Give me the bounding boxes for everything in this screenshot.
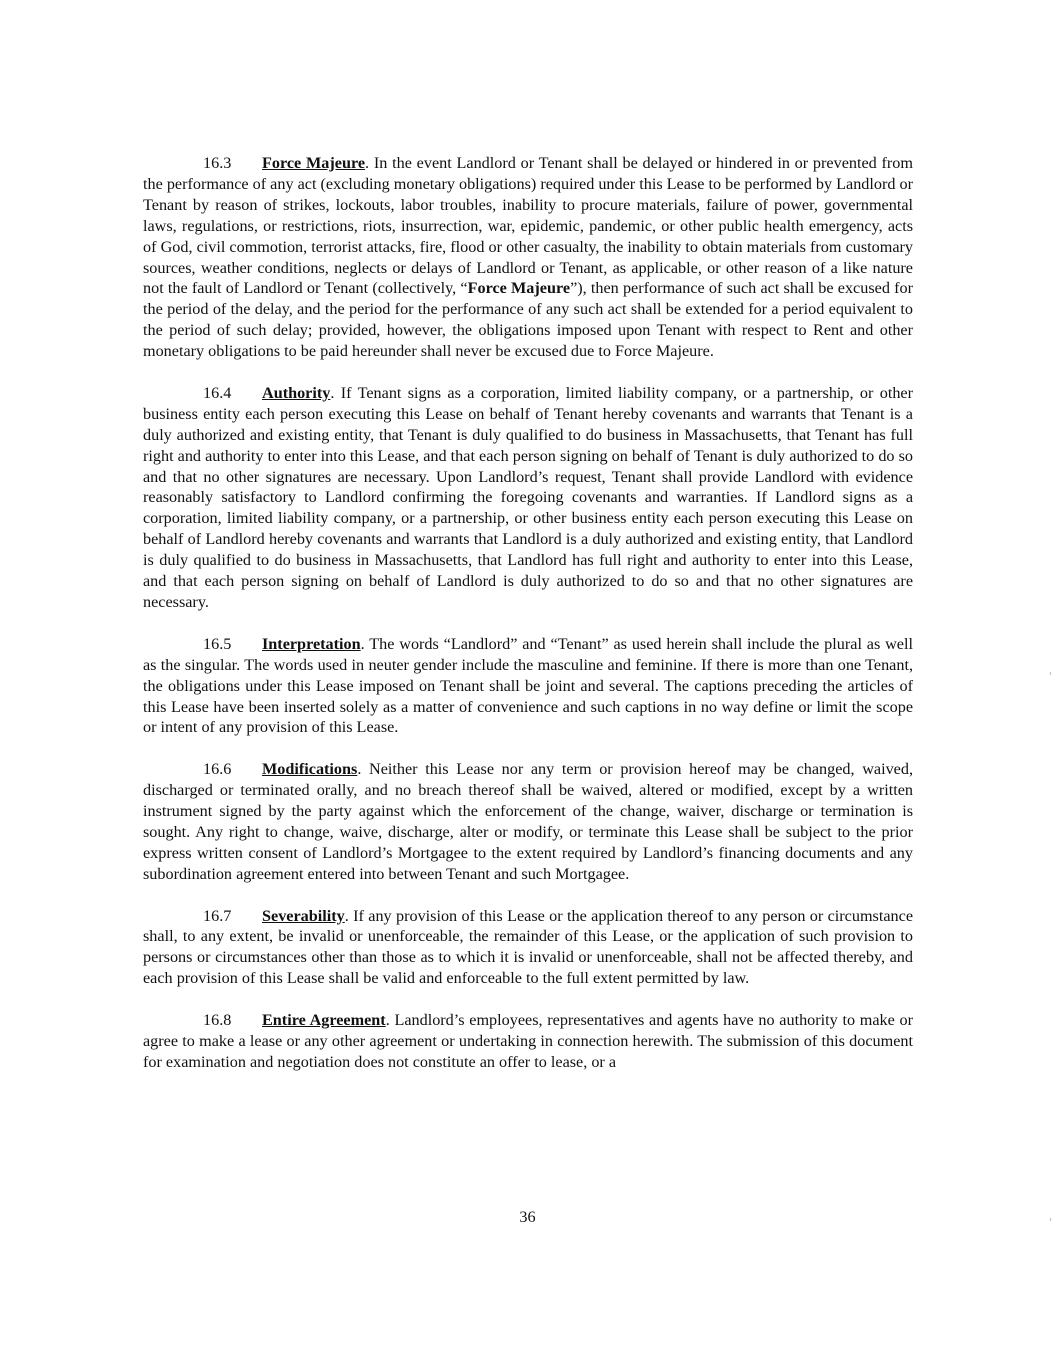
section-title: Interpretation [262,634,361,653]
section-16-8 [143,1010,913,1073]
section-title-punctuation: . [365,154,370,172]
section-16-4 [143,383,913,613]
section-text: In the event Landlord or Tenant shall be delayed or hindered in or prevented from the performance of any act (excluding monetary obligations) required under this Lease to be performed by Landlord or Tenant by reason of strikes, lockouts, labor troubles, inability to procure materials, failure of power, governmental laws, regulations, or restrictions, riots, insurrection, war, epidemic, pandemic, or other public health emergency, acts of God, civil commotion, terrorist attacks, fire, flood or other casualty, the inability to obtain materials from customary sources, weather conditions, neglects or delays of Landlord or Tenant, as applicable, or other reason of a like nature not the fault of Landlord or Tenant (collectively, “ [143,154,913,298]
section-number: 16.8 [203,1011,232,1030]
section-title: Modifications [262,760,358,779]
section-text: If any provision of this Lease or the application thereof to any person or circumstance shall, to any extent, be invalid or unenforceable, the remainder of this Lease, or the application of such provision to persons or circumstances other than those as to which it is invalid or unenforceable, shall not be affected thereby, and each provision of this Lease shall be valid and enforceable to the full extent permitted by law. [143,906,913,988]
section-number: 16.5 [203,634,232,653]
scan-edge-mark [1050,672,1051,675]
section-title-punctuation: . [385,1011,390,1030]
section-text: Neither this Lease nor any term or provision hereof may be changed, waived, discharged or terminated orally, and no breach thereof shall be waived, altered or modified, except by a written instrument signed by the party against which the enforcement of the change, waiver, discharge or termination is sought. Any right to change, waive, discharge, alter or modify, or terminate this Lease shall be subject to the prior express written consent of Landlord’s Mortgagee to the extent required by Landlord’s financing documents and any subordination agreement entered into between Tenant and such Mortgagee. [143,760,913,883]
section-text: Landlord’s employees, representatives and agents have no authority to make or agree to make a lease or any other agreement or undertaking in connection herewith. The submission of this document for examination and negotiation does not constitute an offer to lease, or a [143,1011,913,1071]
section-16-3 [143,153,913,362]
section-text: If Tenant signs as a corporation, limited liability company, or a partnership, or other business entity each person executing this Lease on behalf of Tenant hereby covenants and warrants that Tenant is a duly authorized and existing entity, that Tenant is duly qualified to do business in Massachusetts, that Tenant has full right and authority to enter into this Lease, and that each person signing on behalf of Tenant is duly authorized to do so and that no other signatures are necessary. Upon Landlord’s request, Tenant shall provide Landlord with evidence reasonably satisfactory to Landlord confirming the foregoing covenants and warranties. If Landlord signs as a corporation, limited liability company, or a partnership, or other business entity each person executing this Lease on behalf of Landlord hereby covenants and warrants that Landlord is a duly authorized and existing entity, that Landlord is duly qualified to do business in Massachusetts, that Landlord has full right and authority to enter into this Lease, and that each person signing on behalf of Landlord is duly authorized to do so and that no other signatures are necessary. [143,383,914,612]
section-title: Entire Agreement [262,1011,386,1030]
section-text-continued: ”), then performance of such act shall be excused for the period of the delay, and the period for the performance of any such act shall be extended for a period equivalent to the period of such delay; provided, however, the obligations imposed upon Tenant with respect to Rent and other monetary obligations to be paid hereunder shall never be excused due to Force Majeure. [143,279,913,361]
section-title-punctuation: . [330,383,335,402]
document-body [143,153,913,1094]
section-text: The words “Landlord” and “Tenant” as used herein shall include the plural as well as the singular. The words used in neuter gender include the masculine and feminine. If there is more than one Tenant, the obligations under this Lease imposed on Tenant shall be joint and several. The captions preceding the articles of this Lease have been inserted solely as a matter of convenience and such captions in no way define or limit the scope or intent of any provision of this Lease. [143,634,913,737]
section-title-punctuation: . [357,760,362,779]
section-number: 16.4 [203,383,232,402]
defined-term: Force Majeure [467,279,571,298]
section-title: Authority [262,383,331,402]
section-16-7 [143,906,913,990]
section-number: 16.7 [203,906,232,925]
section-title-punctuation: . [344,906,349,925]
section-title: Severability [262,906,345,925]
page-number: 36 [519,1208,536,1226]
scan-edge-mark [1050,1218,1051,1221]
section-title-punctuation: . [360,634,365,653]
section-number: 16.6 [203,760,232,779]
section-title: Force Majeure [262,154,366,172]
section-16-5 [143,634,913,739]
section-number: 16.3 [203,154,232,172]
section-16-6 [143,759,913,884]
